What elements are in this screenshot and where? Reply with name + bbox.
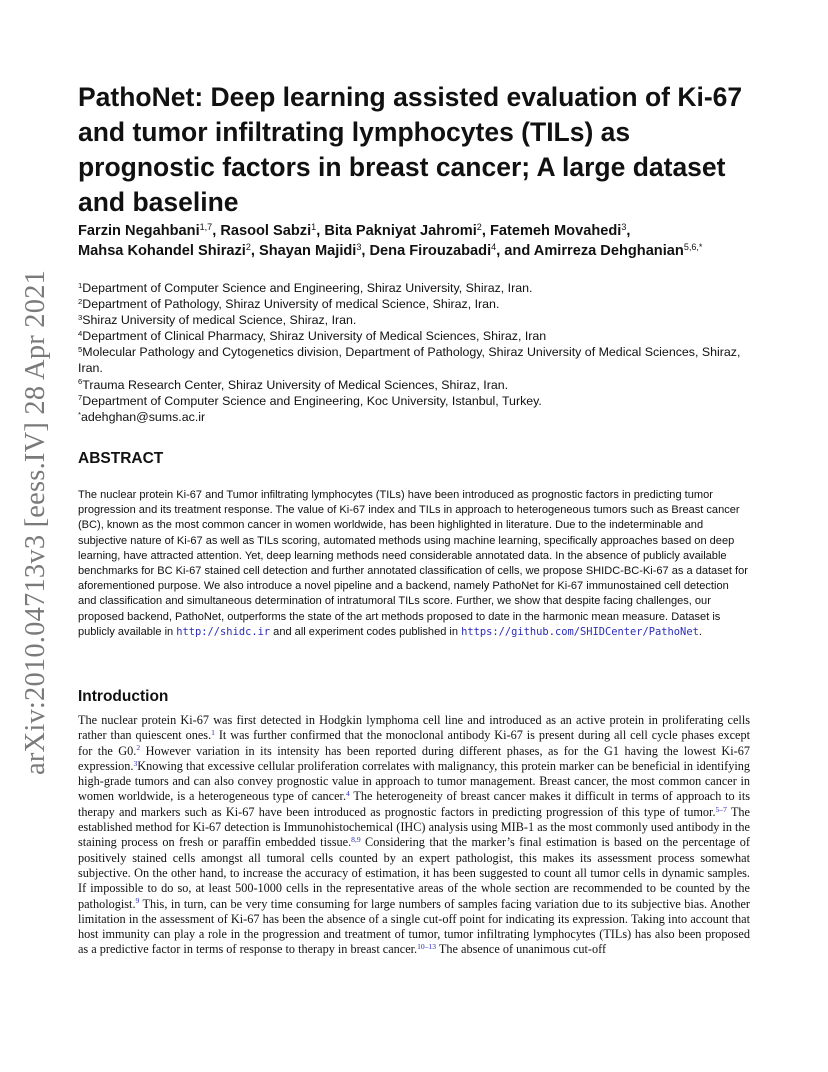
abstract-body	[78, 488, 748, 640]
affiliation-line	[78, 312, 768, 328]
author-name: Shayan Majidi	[259, 243, 357, 259]
citation-link[interactable]: 4	[346, 789, 350, 799]
citation-link[interactable]: 5–7	[715, 804, 727, 814]
citation-link[interactable]: 8,9	[351, 835, 361, 845]
intro-text: Considering that the marker’s final estimation is based on the percentage of positively stained cells amongst all tumoral cells counted by an expert pathologist, this makes its assessment process somewhat subjective. On the other hand, to increase the accuracy of estimation, it has been suggested to count all tumor cells in dynamic samples. If impossible to do so, at least 500-1000 cells in the representative areas of the whole section are recommended to be counted by the pathologist.	[78, 835, 750, 911]
affiliation-list	[78, 280, 768, 425]
author-name: Mahsa Kohandel Shirazi	[78, 243, 246, 259]
author-separator: ,	[212, 223, 221, 239]
affiliation-marker: *	[78, 409, 81, 419]
author-name: Bita Pakniyat Jahromi	[324, 223, 477, 239]
author-name: Farzin Negahbani	[78, 223, 200, 239]
author-separator: , and	[496, 243, 534, 259]
author-affiliation-marker: 3	[621, 222, 627, 233]
affiliation-line	[78, 280, 768, 296]
affiliation-text: Shiraz University of medical Science, Shiraz, Iran.	[82, 313, 357, 328]
intro-text: However variation in its intensity has been reported during different phases, as for the G1 having the lowest Ki-67 expression.	[78, 743, 750, 773]
citation-link[interactable]: 2	[136, 743, 141, 753]
author-separator: ,	[626, 223, 631, 239]
author-affiliation-marker: 2	[476, 222, 482, 233]
affiliation-text: Trauma Research Center, Shiraz University of Medical Sciences, Shiraz, Iran.	[82, 377, 509, 392]
author-name: Amirreza Dehghanian	[533, 243, 684, 259]
author-affiliation-marker: 3	[356, 242, 362, 253]
affiliation-text: Molecular Pathology and Cytogenetics division, Department of Pathology, Shiraz University of Medical Sciences, Shiraz, Iran.	[78, 345, 741, 376]
affiliation-marker: 5	[78, 345, 83, 355]
introduction-body	[78, 713, 750, 958]
author-list	[78, 221, 768, 261]
abstract-text: The nuclear protein Ki-67 and Tumor infiltrating lymphocytes (TILs) have been introduced as prognostic factors in predicting tumor progression and its treatment response. The value of Ki-67 index and TILs in approach to heterogeneous tumors such as Breast cancer (BC), known as the most common cancer in women worldwide, has been highlighted in literature. Due to the indeterminable and subjective nature of Ki-67 as well as TILs scoring, automated methods using machine learning, specifically approaches based on deep learning, have attracted attention. Yet, deep learning methods need considerable annotated data. In the absence of publicly available benchmarks for BC Ki-67 stained cell detection and further annotated classification of cells, we propose SHIDC-BC-Ki-67 as a dataset for aforementioned purpose. We also introduce a novel pipeline and a backend, namely PathoNet for Ki-67 immunostained cell detection and classification and simultaneous determination of intratumoral TILs score. Further, we show that despite facing challenges, our proposed backend, PathoNet, outperforms the state of the art methods proposed to date in the harmonic mean measure. Dataset is publicly available in	[78, 489, 748, 638]
author-name: Rasool Sabzi	[220, 223, 312, 239]
affiliation-line	[78, 344, 768, 376]
author-name: Fatemeh Movahedi	[489, 223, 622, 239]
author-separator: ,	[316, 223, 325, 239]
author-affiliation-marker: 1	[311, 222, 317, 233]
affiliation-line	[78, 328, 768, 344]
intro-text: Knowing that excessive cellular proliferation correlates with malignancy, this protein marker can be beneficial in identifying high-grade tumors and can also convey prognostic value in approach to tumor management. Breast cancer, the most common cancer in women worldwide, is a heterogeneous type of cancer.	[78, 758, 750, 804]
affiliation-text: adehghan@sums.ac.ir	[81, 409, 206, 424]
intro-text: The established method for Ki-67 detection is Immunohistochemical (IHC) analysis using MIB-1 as the most commonly used antibody in the staining process on fresh or paraffin embedded tissue.	[78, 804, 750, 850]
affiliation-marker: 7	[78, 393, 83, 403]
affiliation-text: Department of Computer Science and Engineering, Koc University, Istanbul, Turkey.	[82, 393, 542, 408]
affiliation-marker: 2	[78, 296, 83, 306]
author-separator: ,	[361, 243, 370, 259]
affiliation-text: Department of Pathology, Shiraz University of medical Science, Shiraz, Iran.	[82, 297, 500, 312]
author-affiliation-marker: 5,6,*	[683, 242, 703, 253]
affiliation-text: Department of Clinical Pharmacy, Shiraz University of Medical Sciences, Shiraz, Iran	[82, 329, 547, 344]
affiliation-line	[78, 393, 768, 409]
introduction-heading: Introduction	[78, 688, 169, 705]
author-affiliation-marker: 1,7	[199, 222, 213, 233]
intro-text: The absence of unanimous cut-off	[436, 942, 607, 957]
affiliation-marker: 6	[78, 377, 83, 387]
affiliation-text: Department of Computer Science and Engineering, Shiraz University, Shiraz, Iran.	[82, 281, 533, 295]
abstract-heading: ABSTRACT	[78, 450, 164, 467]
affiliation-line	[78, 409, 768, 425]
arxiv-side-stamp: arXiv:2010.04713v3 [eess.IV] 28 Apr 2021	[20, 269, 51, 775]
intro-text: The nuclear protein Ki-67 was first detected in Hodgkin lymphoma cell line and introduced as an active protein in proliferating cells rather than quiescent ones.	[78, 713, 750, 743]
affiliation-marker: 4	[78, 329, 83, 339]
affiliation-line	[78, 296, 768, 312]
citation-link[interactable]: 10–13	[417, 942, 437, 952]
author-separator: ,	[250, 243, 260, 259]
code-repo-link[interactable]: https://github.com/SHIDCenter/PathoNet	[461, 625, 699, 638]
abstract-text-end: .	[698, 625, 702, 638]
author-name: Dena Firouzabadi	[369, 243, 492, 259]
affiliation-marker: 3	[78, 312, 83, 322]
intro-text: The heterogeneity of breast cancer makes it difficult in terms of approach to its therapy and markers such as Ki-67 have been introduced as prognostic factors in predicting progression of this type of tumor.	[78, 789, 750, 819]
abstract-text-mid: and all experiment codes published in	[270, 625, 462, 638]
affiliation-marker: 1	[78, 280, 83, 290]
intro-text: It was further confirmed that the monoclonal antibody Ki-67 is present during all cell cycle phases except for the G0.	[78, 728, 750, 758]
author-affiliation-marker: 2	[245, 242, 251, 253]
citation-link[interactable]: 3	[133, 758, 138, 768]
citation-link[interactable]: 9	[135, 896, 140, 906]
dataset-link[interactable]: http://shidc.ir	[176, 625, 271, 638]
paper-title: PathoNet: Deep learning assisted evaluation of Ki-67 and tumor infiltrating lymphocytes (TILs) as prognostic factors in breast cancer; A large dataset and baseline	[78, 82, 743, 217]
author-separator: ,	[481, 223, 490, 239]
citation-link[interactable]: 1	[211, 728, 215, 738]
intro-text: This, in turn, can be very time consuming for large numbers of samples facing variation due to its subjective bias. Another limitation in the assessment of Ki-67 has been the absence of a single cut-off point for indicating its expression. Taking into account that host immunity can play a role in the progression and treatment of tumor, tumor infiltrating lymphocytes (TILs) has also been proposed as a predictive factor in terms of response to therapy in breast cancer.	[78, 896, 750, 957]
affiliation-line	[78, 377, 768, 393]
author-affiliation-marker: 4	[491, 242, 497, 253]
